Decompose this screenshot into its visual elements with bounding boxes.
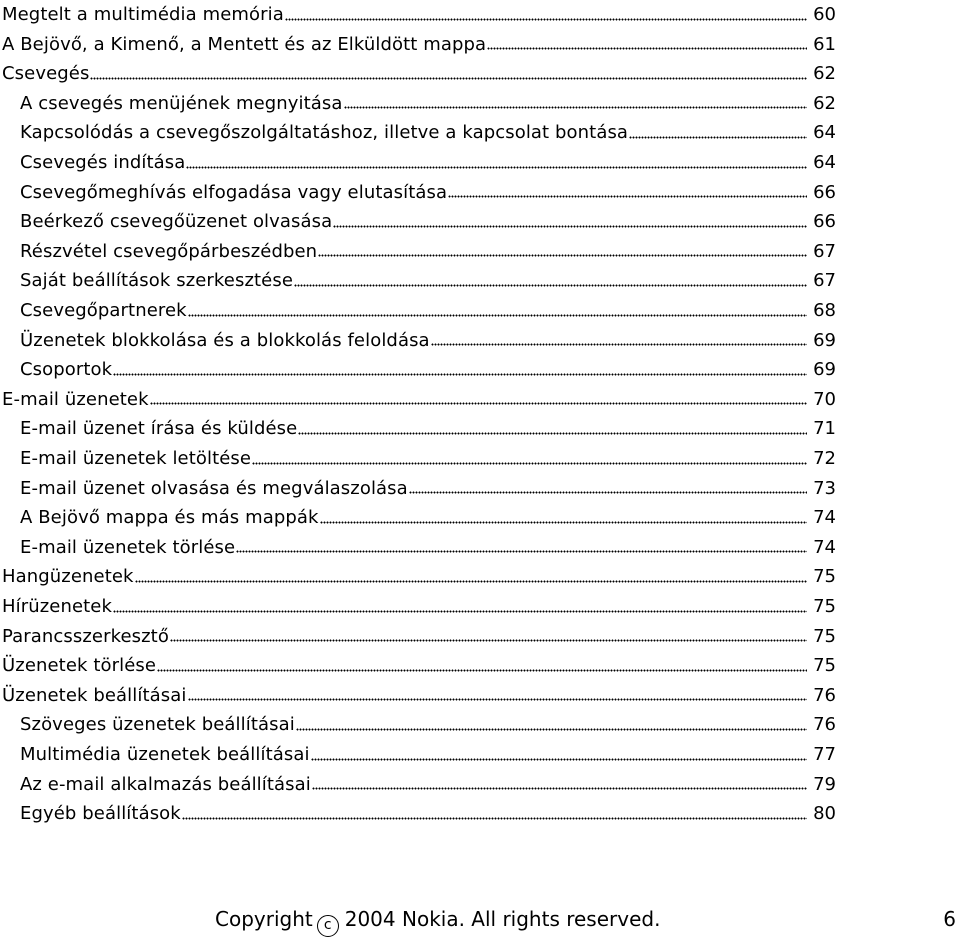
- toc-entry-page: 66: [813, 211, 836, 233]
- toc-entry-title: Csevegőmeghívás elfogadása vagy elutasítása: [20, 181, 448, 203]
- toc-dot-leader: [252, 453, 807, 465]
- toc-entry-title: Csoportok: [20, 359, 113, 381]
- toc-entry-title: Csevegőpartnerek: [20, 300, 187, 321]
- toc-entry: [0, 770, 836, 799]
- toc-entry: [0, 740, 836, 769]
- toc-entry: [0, 207, 836, 236]
- toc-dot-leader: [311, 749, 807, 761]
- toc-entry: [0, 503, 836, 532]
- toc-entry-page: 75: [813, 625, 836, 647]
- toc-entry-title: E-mail üzenetek: [2, 388, 149, 410]
- toc-entry-page: 73: [813, 477, 836, 499]
- toc-entry-title: Csevegés indítása: [20, 152, 186, 173]
- toc-entry: [0, 30, 836, 59]
- toc-dot-leader: [90, 68, 807, 80]
- toc-entry: [0, 355, 836, 384]
- toc-dot-leader: [431, 334, 807, 346]
- page-number: 6: [943, 907, 956, 931]
- toc-entry-page: 72: [813, 448, 836, 469]
- toc-dot-leader: [188, 689, 808, 701]
- toc-entry-title: A csevegés menüjének megnyitása: [20, 92, 343, 114]
- toc-dot-leader: [344, 97, 807, 109]
- toc-entry: [0, 562, 836, 591]
- toc-entry-page: 64: [813, 122, 836, 144]
- copyright-icon: c: [317, 915, 339, 937]
- toc-entry-title: Hangüzenetek: [2, 566, 134, 588]
- toc-entry: [0, 799, 836, 828]
- toc-entry-page: 68: [813, 300, 836, 321]
- toc-entry-page: 74: [813, 507, 836, 529]
- toc-entry-page: 75: [813, 596, 836, 617]
- toc-entry-title: Megtelt a multimédia memória: [2, 4, 284, 25]
- toc-entry: [0, 651, 836, 680]
- toc-entry-page: 64: [813, 152, 836, 173]
- toc-dot-leader: [629, 127, 807, 139]
- toc-entry-title: Üzenetek törlése: [2, 655, 157, 677]
- toc-entry-page: 74: [813, 536, 836, 558]
- toc-entry: [0, 385, 836, 414]
- toc-entry-title: Szöveges üzenetek beállításai: [20, 714, 295, 736]
- copyright-notice: [215, 904, 660, 937]
- toc-entry-title: Üzenetek beállításai: [2, 684, 187, 706]
- toc-dot-leader: [157, 660, 807, 672]
- toc-dot-leader: [448, 186, 807, 198]
- toc-dot-leader: [135, 571, 807, 583]
- toc-entry: [0, 474, 836, 503]
- toc-entry-title: Üzenetek blokkolása és a blokkolás feloldása: [20, 329, 430, 351]
- toc-entry-page: 60: [813, 4, 836, 25]
- toc-entry: [0, 178, 836, 207]
- toc-entry: [0, 148, 836, 177]
- toc-entry: [0, 326, 836, 355]
- toc-entry-page: 75: [813, 566, 836, 588]
- toc-entry-page: 62: [813, 92, 836, 114]
- toc-dot-leader: [296, 719, 807, 731]
- copyright-word: Copyright: [215, 907, 313, 931]
- toc-entry-title: Kapcsolódás a csevegőszolgáltatáshoz, illetve a kapcsolat bontása: [20, 122, 629, 144]
- toc-dot-leader: [236, 541, 807, 553]
- toc-dot-leader: [170, 630, 807, 642]
- toc-entry-title: E-mail üzenetek törlése: [20, 536, 236, 558]
- toc-entry-page: 69: [813, 359, 836, 381]
- toc-dot-leader: [320, 512, 807, 524]
- toc-entry: [0, 622, 836, 651]
- toc-entry-title: Részvétel csevegőpárbeszédben: [20, 240, 318, 262]
- toc-entry-page: 61: [813, 33, 836, 55]
- toc-entry: [0, 592, 836, 621]
- toc-entry: [0, 681, 836, 710]
- toc-entry: [0, 533, 836, 562]
- toc-entry-page: 70: [813, 388, 836, 410]
- toc-entry-page: 66: [813, 181, 836, 203]
- toc-entry-title: Hírüzenetek: [2, 596, 113, 617]
- toc-entry-page: 69: [813, 329, 836, 351]
- toc-entry: [0, 59, 836, 88]
- toc-entry-title: E-mail üzenet írása és küldése: [20, 418, 298, 440]
- toc-entry-title: E-mail üzenet olvasása és megválaszolása: [20, 477, 408, 499]
- toc-entry-page: 79: [813, 773, 836, 795]
- toc-entry: [0, 414, 836, 443]
- toc-dot-leader: [186, 157, 807, 169]
- toc-dot-leader: [182, 808, 807, 820]
- toc-dot-leader: [409, 482, 807, 494]
- toc-dot-leader: [113, 601, 807, 613]
- toc-entry-title: Saját beállítások szerkesztése: [20, 270, 293, 292]
- toc-entry-page: 76: [813, 684, 836, 706]
- toc-entry-page: 71: [813, 418, 836, 440]
- toc-entry-page: 75: [813, 655, 836, 677]
- toc-dot-leader: [285, 9, 807, 21]
- toc-entry: [0, 266, 836, 295]
- toc-dot-leader: [487, 38, 807, 50]
- toc-dot-leader: [318, 245, 807, 257]
- toc-entry-title: Csevegés: [2, 63, 90, 85]
- toc-dot-leader: [113, 364, 807, 376]
- toc-dot-leader: [312, 778, 807, 790]
- copyright-text: 2004 Nokia. All rights reserved.: [344, 907, 661, 931]
- toc-entry: [0, 89, 836, 118]
- toc-dot-leader: [298, 423, 807, 435]
- toc-entry-title: Beérkező csevegőüzenet olvasása: [20, 211, 333, 233]
- toc-entry-page: 62: [813, 63, 836, 85]
- toc-entry: [0, 0, 836, 29]
- toc-entry-page: 67: [813, 270, 836, 292]
- toc-entry: [0, 710, 836, 739]
- toc-entry-title: Az e-mail alkalmazás beállításai: [20, 773, 311, 795]
- toc-dot-leader: [333, 216, 807, 228]
- toc-entry: [0, 118, 836, 147]
- toc-entry-title: Multimédia üzenetek beállításai: [20, 744, 310, 765]
- toc-entry-page: 77: [813, 744, 836, 765]
- page-footer: [0, 904, 960, 934]
- toc-entry-title: Egyéb beállítások: [20, 803, 181, 825]
- toc-entry: [0, 296, 836, 325]
- toc-entry-title: A Bejövő, a Kimenő, a Mentett és az Elküldött mappa: [2, 33, 487, 55]
- toc-entry-page: 76: [813, 714, 836, 736]
- toc-dot-leader: [188, 305, 807, 317]
- toc-entry: [0, 444, 836, 473]
- toc-entry-title: E-mail üzenetek letöltése: [20, 448, 252, 469]
- toc-dot-leader: [150, 393, 807, 405]
- toc-entry-page: 67: [813, 240, 836, 262]
- toc-entry-title: A Bejövő mappa és más mappák: [20, 507, 319, 529]
- toc-entry: [0, 237, 836, 266]
- toc-entry-title: Parancsszerkesztő: [2, 625, 169, 647]
- toc-dot-leader: [294, 275, 807, 287]
- toc-entry-page: 80: [813, 803, 836, 825]
